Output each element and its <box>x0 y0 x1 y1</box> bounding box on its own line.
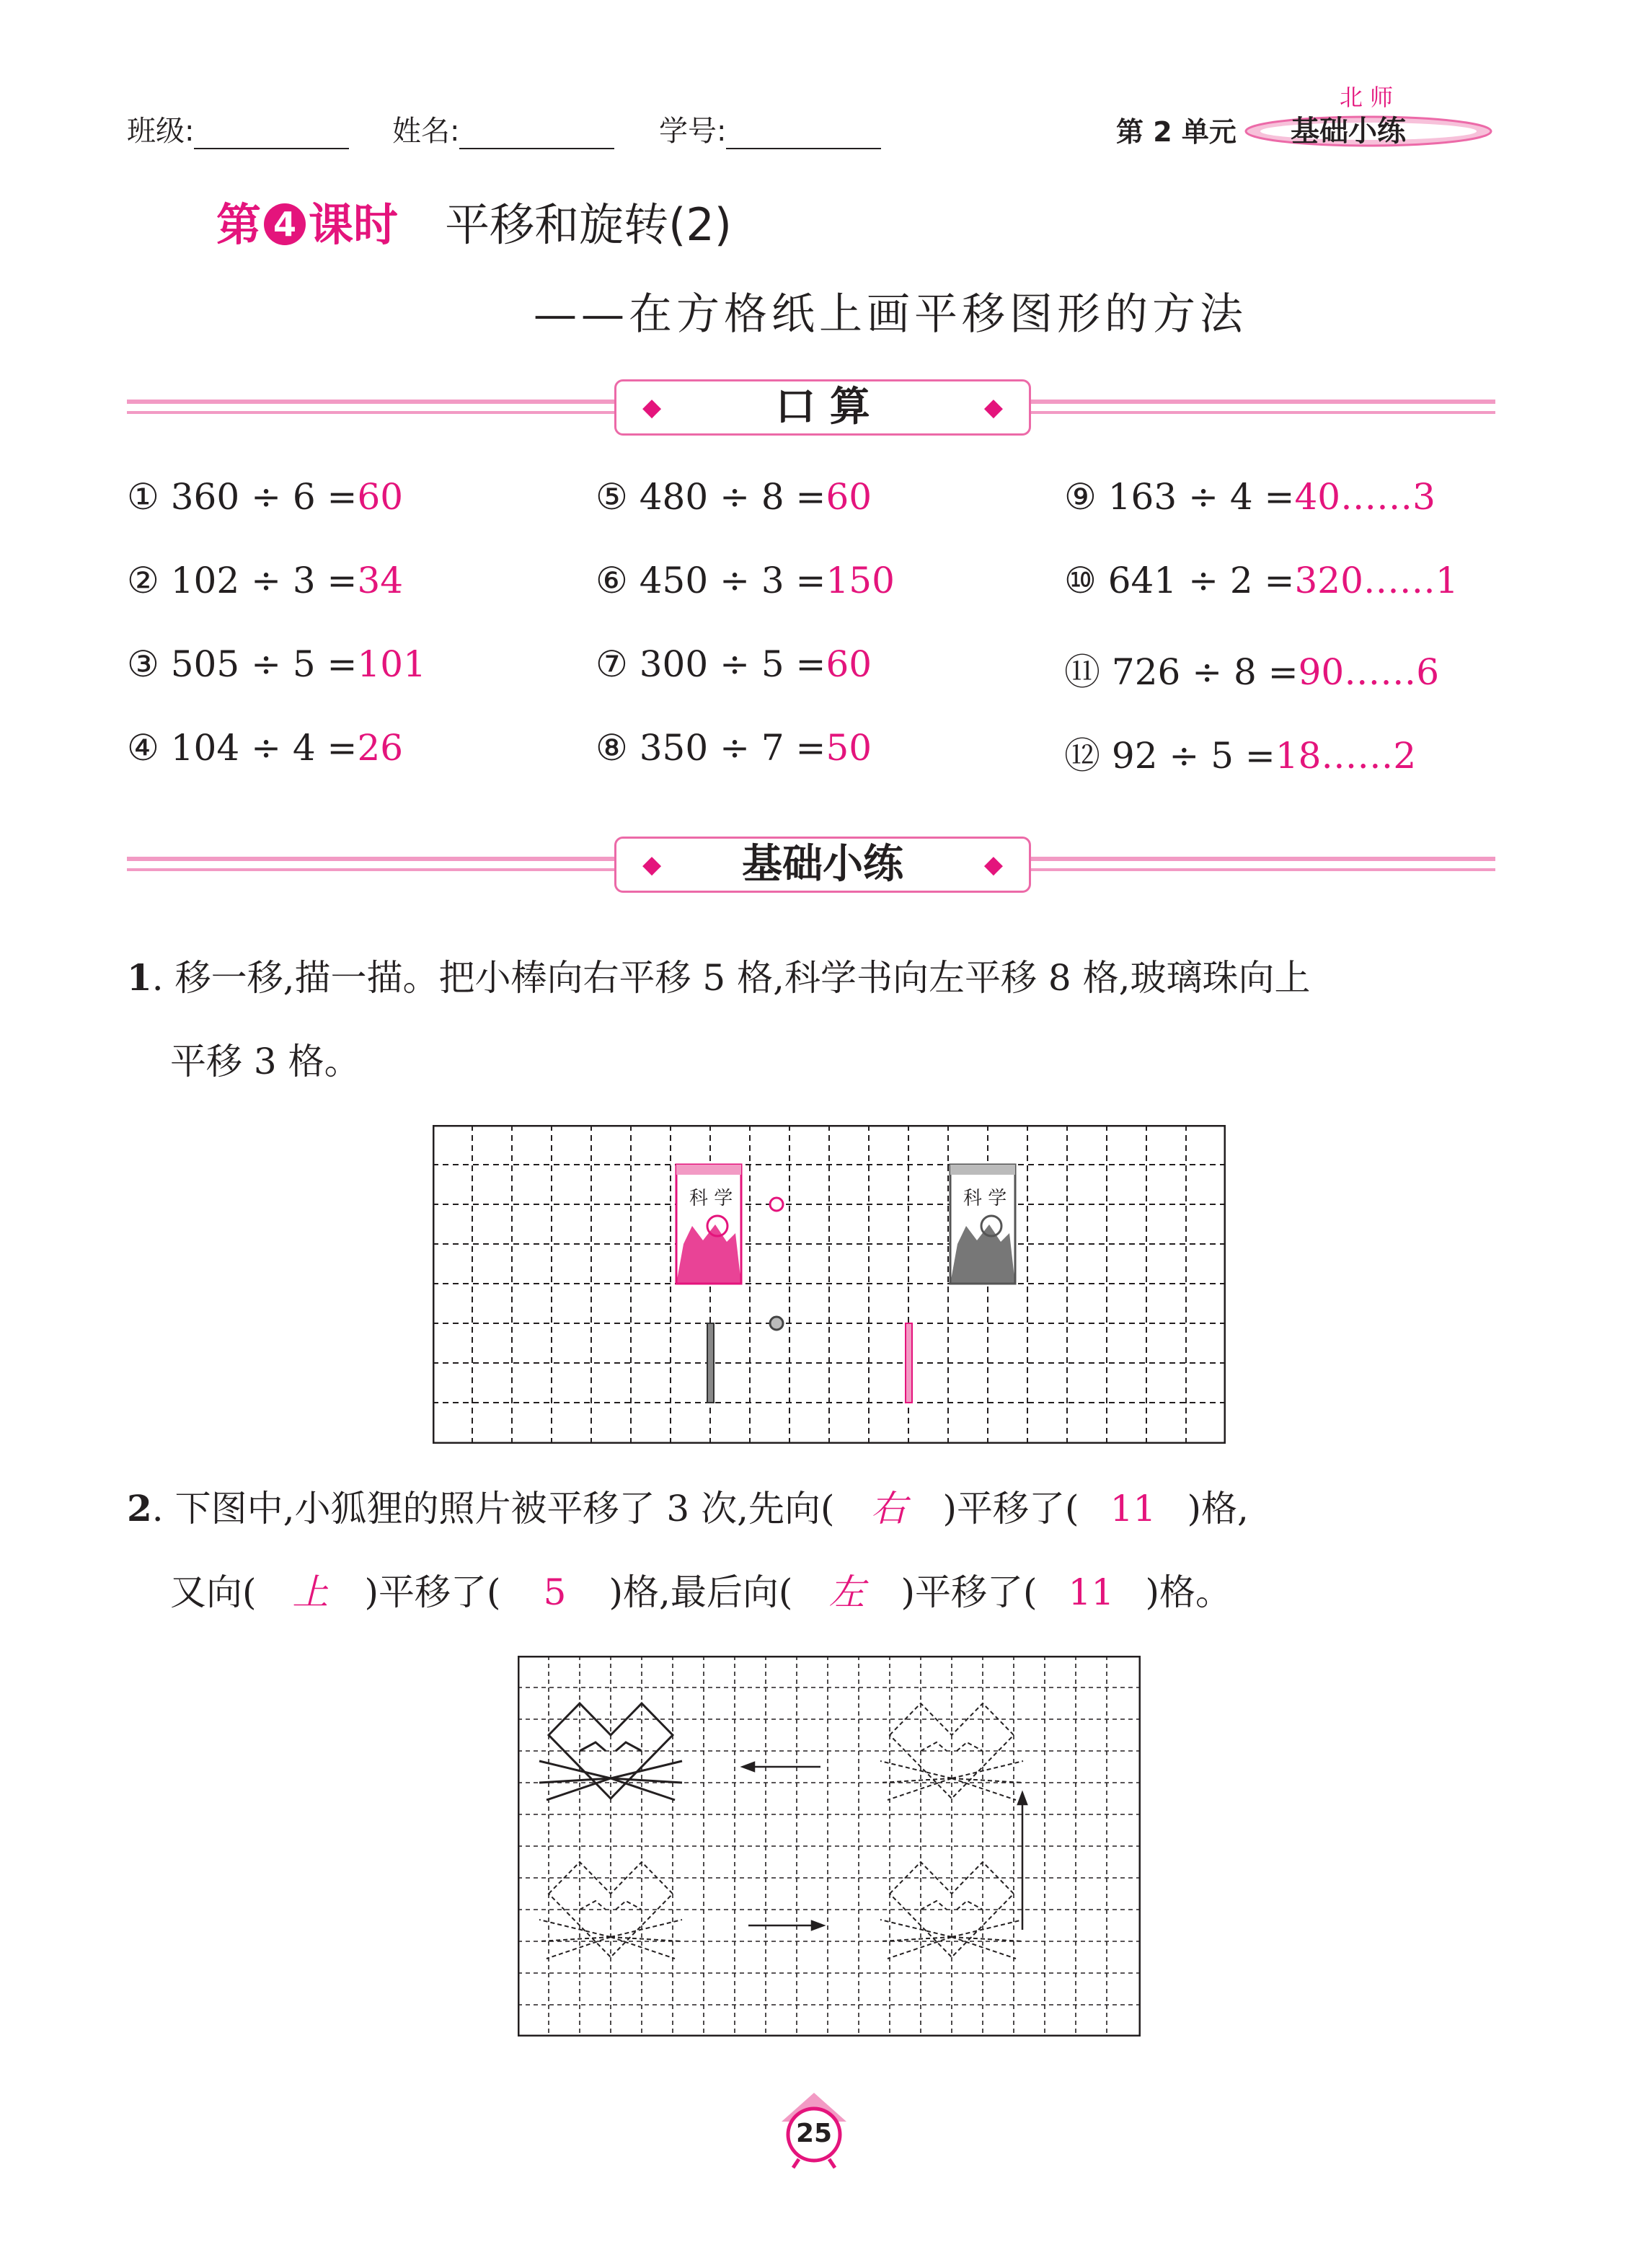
science-book-moved <box>676 1165 741 1284</box>
diamond-icon: ◆ <box>642 393 662 422</box>
lesson-suffix: 课时 <box>309 198 399 251</box>
arrow-right-icon <box>812 1921 823 1930</box>
q2-answer-4[interactable]: 5 <box>543 1571 567 1613</box>
marble-moved <box>770 1198 783 1211</box>
oral-problem: ② 102 ÷ 3 =34 <box>127 560 404 601</box>
unit-label: 第 2 单元 <box>1116 116 1237 148</box>
diamond-icon: ◆ <box>983 850 1003 879</box>
brand-top-text: 北 师 <box>1340 84 1394 111</box>
q1-number: 1 <box>127 956 152 999</box>
oral-section-title: 口 算 <box>775 384 870 431</box>
brand-main-text: 基础小练 <box>1291 115 1406 148</box>
number-label: 学号: <box>659 115 727 148</box>
q2-answer-2[interactable]: 11 <box>1110 1488 1156 1530</box>
oral-problem: ⑦ 300 ÷ 5 =60 <box>596 643 872 685</box>
diamond-icon: ◆ <box>983 393 1003 422</box>
book-label-original: 科 学 <box>963 1188 1007 1209</box>
basic-section-header <box>614 837 1031 893</box>
arrow-left-icon <box>743 1762 754 1771</box>
oral-problem: ⑪ 726 ÷ 8 =90……6 <box>1064 651 1440 693</box>
lesson-subtitle: ——在方格纸上画平移图形的方法 <box>534 289 1247 340</box>
class-label: 班级: <box>127 115 195 148</box>
q2-answer-3[interactable]: 上 <box>292 1571 329 1613</box>
oral-problem: ① 360 ÷ 6 =60 <box>127 476 404 518</box>
q2-answer-1[interactable]: 右 <box>870 1488 907 1530</box>
q2-number: 2 <box>127 1487 152 1530</box>
q2-answer-5[interactable]: 左 <box>828 1571 865 1613</box>
oral-problem: ④ 104 ÷ 4 =26 <box>127 727 404 769</box>
lesson-number-badge: 4 <box>264 203 306 245</box>
name-label: 姓名: <box>392 115 460 148</box>
q2-answer-6[interactable]: 11 <box>1068 1571 1115 1613</box>
q2-line2: 又向( 上 )平移了( 5 )格,最后向( 左 )平移了( 11 )格。 <box>170 1571 1231 1613</box>
diamond-icon: ◆ <box>642 850 662 879</box>
q1-line2: 平移 3 格。 <box>170 1041 360 1082</box>
oral-problem: ③ 505 ÷ 5 =101 <box>127 643 426 685</box>
lesson-prefix: 第 <box>216 198 262 251</box>
book-label-moved: 科 学 <box>689 1188 733 1209</box>
oral-section-header <box>614 379 1031 436</box>
number-field[interactable] <box>659 108 881 149</box>
q1-grid-figure <box>433 1125 1226 1444</box>
basic-section-title: 基础小练 <box>742 841 903 888</box>
oral-problem: ⑩ 641 ÷ 2 =320……1 <box>1064 560 1459 601</box>
class-field[interactable] <box>127 108 349 149</box>
page-number: 25 <box>795 2119 833 2148</box>
lesson-title: 平移和旋转(2) <box>445 198 732 251</box>
name-field[interactable] <box>392 108 614 149</box>
marble-original <box>770 1317 783 1330</box>
lesson-title-row <box>216 189 732 253</box>
q1-line1: 1. 移一移,描一描。把小棒向右平移 5 格,科学书向左平移 8 格,玻璃珠向上 <box>127 956 1311 999</box>
q2-grid-figure <box>518 1656 1141 2037</box>
oral-problem: ⑫ 92 ÷ 5 =18……2 <box>1064 735 1417 777</box>
stick-original <box>707 1323 714 1403</box>
stick-moved <box>906 1323 912 1403</box>
science-book-original <box>950 1165 1015 1284</box>
oral-problem: ⑧ 350 ÷ 7 =50 <box>596 727 872 769</box>
q2-line1: 2. 下图中,小狐狸的照片被平移了 3 次,先向( 右 )平移了( 11 )格, <box>127 1487 1249 1530</box>
oral-problem: ⑥ 450 ÷ 3 =150 <box>596 560 895 601</box>
arrow-up-icon <box>1018 1793 1027 1804</box>
oral-problem: ⑤ 480 ÷ 8 =60 <box>596 476 872 518</box>
oral-problem: ⑨ 163 ÷ 4 =40……3 <box>1064 476 1435 518</box>
